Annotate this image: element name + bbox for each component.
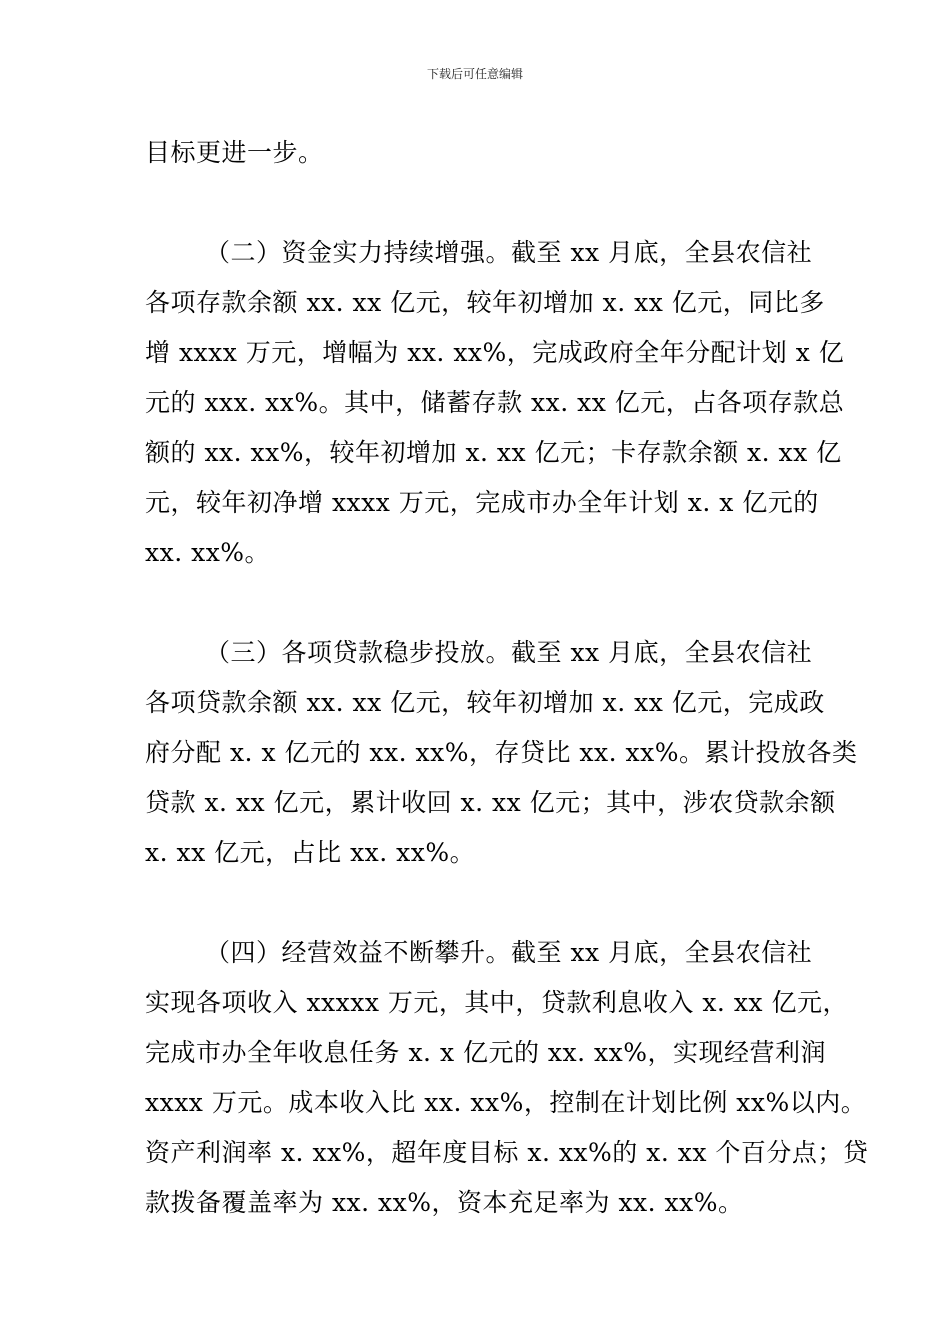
text-line: （三）各项贷款稳步投放。截至 xx 月底，全县农信社 (205, 638, 813, 667)
paragraph-operating-profit (145, 928, 869, 1228)
text-line: xx. xx%。 (145, 538, 271, 567)
paragraph-gap (145, 578, 815, 628)
text-line: 各项存款余额 xx. xx 亿元，较年初增加 x. xx 亿元，同比多 (145, 288, 825, 317)
text-line: 实现各项收入 xxxxx 万元，其中，贷款利息收入 x. xx 亿元， (145, 988, 848, 1017)
text-line: 元的 xxx. xx%。其中，储蓄存款 xx. xx 亿元，占各项存款总 (145, 388, 845, 417)
paragraph-funding-strength (145, 228, 845, 578)
text-line: （二）资金实力持续增强。截至 xx 月底，全县农信社 (205, 238, 813, 267)
text-line: （四）经营效益不断攀升。截至 xx 月底，全县农信社 (205, 938, 813, 967)
page-header: 下载后可任意编辑 (426, 67, 523, 81)
text-line: 完成市办全年收息任务 x. x 亿元的 xx. xx%，实现经营利润 (145, 1038, 826, 1067)
paragraph-gap (145, 878, 815, 928)
text-line: 增 xxxx 万元，增幅为 xx. xx%，完成政府全年分配计划 x 亿 (145, 338, 845, 367)
text-line: 款拨备覆盖率为 xx. xx%，资本充足率为 xx. xx%。 (145, 1188, 744, 1217)
text-line: 元，较年初净增 xxxx 万元，完成市办全年计划 x. x 亿元的 (145, 488, 819, 517)
paragraph-continuation (145, 128, 815, 178)
text-line: xxxx 万元。成本收入比 xx. xx%，控制在计划比例 xx%以内。 (145, 1088, 867, 1117)
document-body (145, 128, 869, 1228)
paragraph-gap (145, 178, 815, 228)
text-line: 目标更进一步。 (145, 138, 324, 167)
text-line: 府分配 x. x 亿元的 xx. xx%，存贷比 xx. xx%。累计投放各类 (145, 738, 858, 767)
text-line: 各项贷款余额 xx. xx 亿元，较年初增加 x. xx 亿元，完成政 (145, 688, 825, 717)
text-line: 资产利润率 x. xx%，超年度目标 x. xx%的 x. xx 个百分点；贷 (145, 1138, 869, 1167)
text-line: x. xx 亿元，占比 xx. xx%。 (145, 838, 476, 867)
text-line: 贷款 x. xx 亿元，累计收回 x. xx 亿元；其中，涉农贷款余额 (145, 788, 836, 817)
text-line: 额的 xx. xx%，较年初增加 x. xx 亿元；卡存款余额 x. xx 亿 (145, 438, 842, 467)
paragraph-loans (145, 628, 858, 878)
